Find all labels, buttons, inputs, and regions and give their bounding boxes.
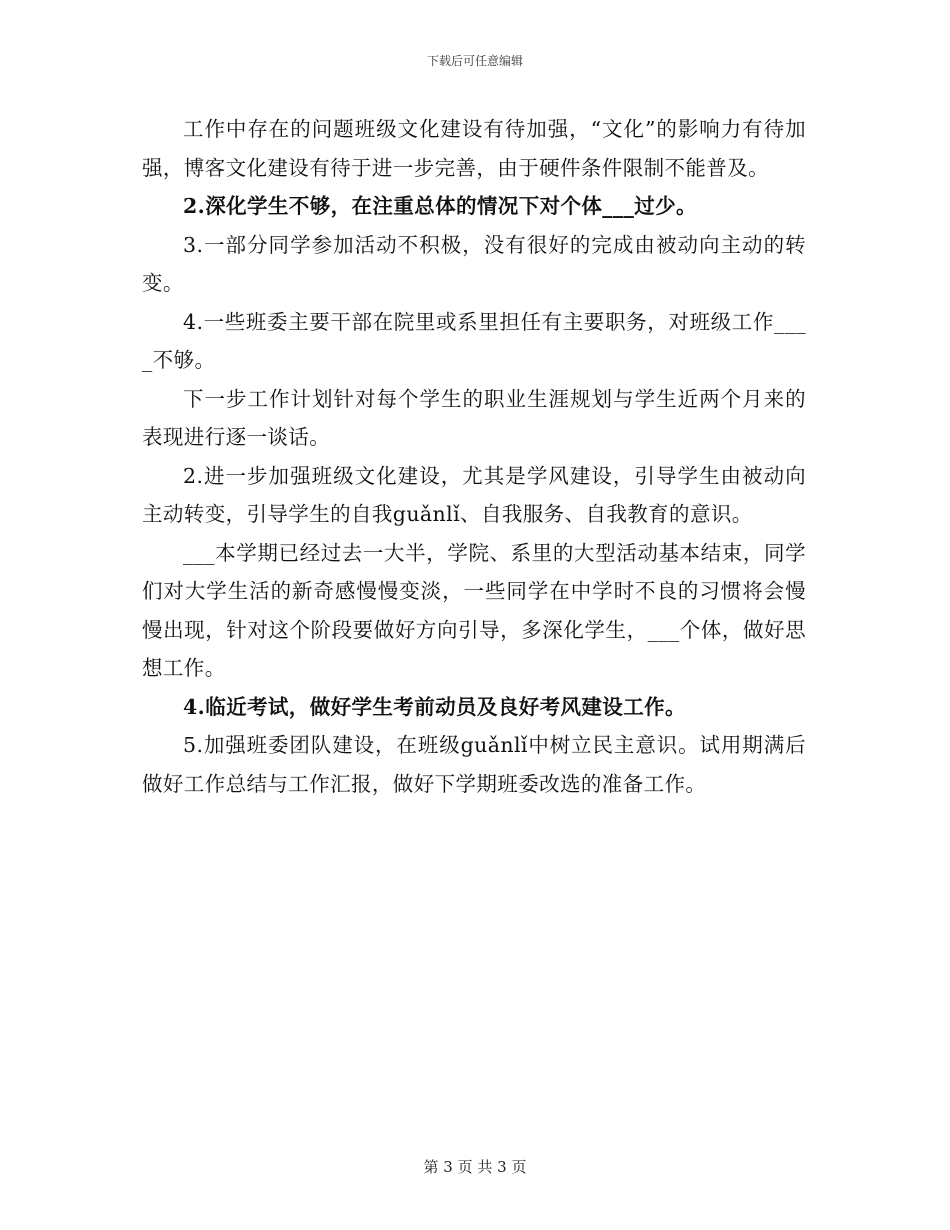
paragraph-item-2-heading: 2.深化学生不够，在注重总体的情况下对个体___过少。 [183,194,697,218]
paragraph-next-plan: 下一步工作计划针对每个学生的职业生涯规划与学生近两个月来的表现进行逐一谈话。 [142,386,806,449]
paragraph-item-3: 3.一部分同学参加活动不积极，没有很好的完成由被动向主动的转变。 [142,232,806,295]
paragraph-plan-2: 2.进一步加强班级文化建设，尤其是学风建设，引导学生由被动向主动转变，引导学生的自我guǎnlǐ、自我服务、自我教育的意识。 [142,463,806,526]
document-body [142,110,806,803]
paragraph-plan-5: 5.加强班委团队建设，在班级guǎnlǐ中树立民主意识。试用期满后做好工作总结与工作汇报，做好下学期班委改选的准备工作。 [142,733,806,796]
paragraph-problems: 工作中存在的问题班级文化建设有待加强，“文化”的影响力有待加强，博客文化建设有待于进一步完善，由于硬件条件限制不能普及。 [142,117,806,180]
page-number-footer: 第 3 页 共 3 页 [423,1158,527,1176]
paragraph-plan-4-heading: 4.临近考试，做好学生考前动员及良好考风建设工作。 [183,694,686,719]
page-header: 下载后可任意编辑 [426,54,523,68]
paragraph-plan-3: ___本学期已经过去一大半，学院、系里的大型活动基本结束，同学们对大学生活的新奇感慢慢变淡，一些同学在中学时不良的习惯将会慢慢出现，针对这个阶段要做好方向引导，多深化学生，___个体，做好思想工作。 [142,540,806,680]
paragraph-item-4: 4.一些班委主要干部在院里或系里担任有主要职务，对班级工作____不够。 [142,309,806,372]
